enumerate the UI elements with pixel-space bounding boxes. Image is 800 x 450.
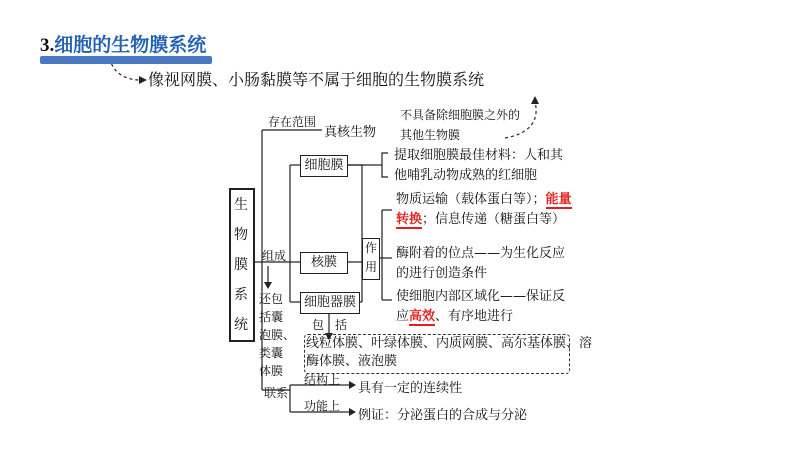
scope-label: 存在范围 xyxy=(268,115,317,129)
node-nuclear-membrane: 核膜 xyxy=(300,252,348,274)
function-3-text-a: 应 xyxy=(396,309,410,324)
cell-membrane-detail-line2: 他哺乳动物成熟的红细胞 xyxy=(394,168,538,183)
function-label-char: 用 xyxy=(364,260,377,274)
include-label-2: 括 xyxy=(335,318,348,332)
function-3-text-b: 、有序地进行 xyxy=(435,309,514,324)
function-3-line1: 使细胞内部区域化——保证反 xyxy=(396,289,566,304)
main-label-char: 生 xyxy=(234,197,248,213)
function-2-line1: 酶附着的位点——为生化反应 xyxy=(396,246,566,261)
title-underline xyxy=(40,56,212,64)
cell-membrane-detail xyxy=(394,146,563,186)
function-2 xyxy=(396,244,565,284)
main-label-char: 膜 xyxy=(234,257,248,273)
section-number: 3. xyxy=(40,35,55,56)
section-title xyxy=(40,30,206,57)
function-2-line2: 的进行创造条件 xyxy=(396,266,488,281)
cell-membrane-detail-line1: 提取细胞膜最佳材料：人和其 xyxy=(394,148,564,163)
scope-value: 真核生物 xyxy=(324,125,377,140)
relation-label: 联系 xyxy=(264,386,289,400)
main-label-char: 统 xyxy=(234,317,248,333)
section-title-text: 细胞的生物膜系统 xyxy=(54,34,207,56)
composition-side-line: 括囊 xyxy=(259,310,284,324)
function-3-red-efficient: 高效 xyxy=(409,309,436,324)
composition-side-line: 类囊 xyxy=(259,346,284,360)
relation-function-label: 功能上 xyxy=(304,399,341,413)
composition-label: 组成 xyxy=(262,249,287,263)
relation-structure-label: 结构上 xyxy=(304,373,341,387)
note-other-line1: 不具备除细胞膜之外的 xyxy=(400,108,521,122)
include-label-1: 包 xyxy=(312,318,325,332)
function-label-char: 作 xyxy=(364,241,377,255)
function-1 xyxy=(396,190,572,230)
function-3 xyxy=(396,287,565,327)
function-1-text-b: ；信息传递（糖蛋白等） xyxy=(422,212,566,227)
main-label-box xyxy=(229,188,255,342)
note-other-line2: 其他生物膜 xyxy=(400,128,461,142)
main-label-char: 物 xyxy=(234,227,248,243)
composition-side-note xyxy=(259,290,295,380)
composition-side-line: 泡膜、 xyxy=(259,328,296,342)
organelle-list xyxy=(306,335,592,371)
organelle-list-line1: 线粒体膜、叶绿体膜、内质网膜、高尔基体膜、溶 xyxy=(306,336,593,351)
note-other-membranes xyxy=(400,105,520,145)
function-1-red-conversion: 转换 xyxy=(396,212,423,227)
note-retina: 像视网膜、小肠黏膜等不属于细胞的生物膜系统 xyxy=(148,70,485,89)
relation-structure-value: 具有一定的连续性 xyxy=(358,381,463,396)
function-1-red-energy: 能量 xyxy=(545,192,572,207)
main-label-char: 系 xyxy=(234,287,248,303)
node-cell-membrane: 细胞膜 xyxy=(300,155,348,177)
function-label-box xyxy=(362,238,380,280)
node-organelle-membrane: 细胞器膜 xyxy=(300,292,360,314)
organelle-list-line2: 酶体膜、液泡膜 xyxy=(306,354,398,369)
composition-side-line: 还包 xyxy=(259,292,284,306)
composition-side-line: 体膜 xyxy=(259,364,284,378)
relation-function-value: 例证：分泌蛋白的合成与分泌 xyxy=(358,408,528,423)
function-1-text-a: 物质运输（载体蛋白等）； xyxy=(396,192,546,207)
